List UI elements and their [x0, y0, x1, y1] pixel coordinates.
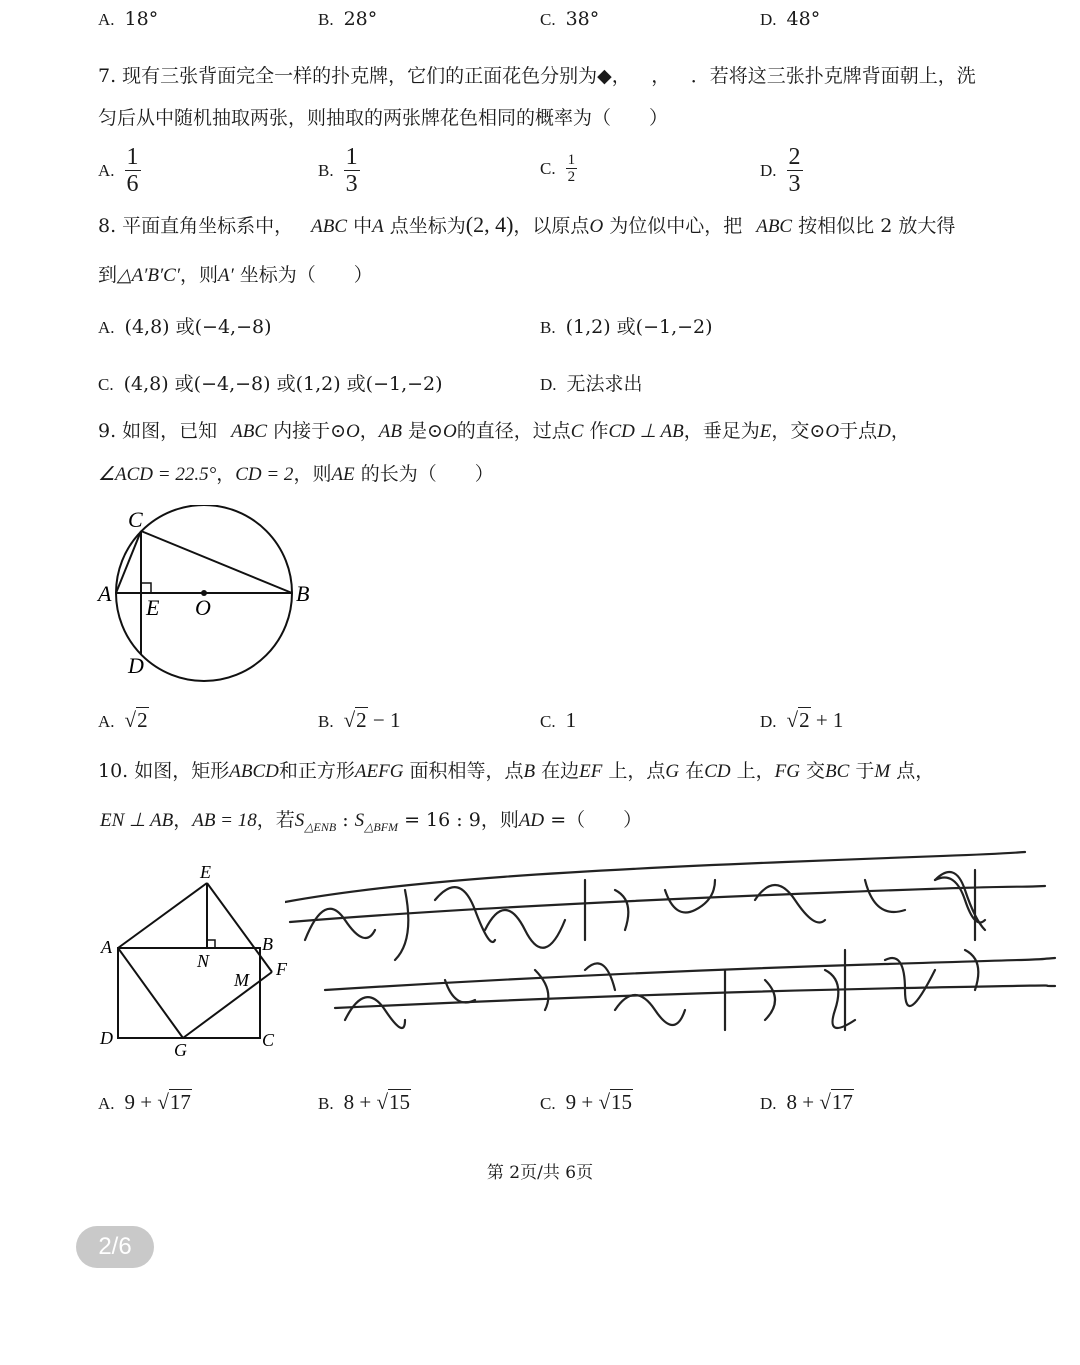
- q7-option-b: B. $\frac{1}{3}$: [318, 144, 358, 197]
- q9-circle-figure: [90, 505, 330, 685]
- label-d: D: [128, 653, 144, 678]
- q8-option-c: C. (4,8) 或(−4,−8) 或(1,2) 或(−1,−2): [98, 373, 443, 395]
- q6-option-a: A. 18°: [98, 8, 159, 30]
- q9-line-1: 9. 如图，已知 ABC 内接于⊙O，AB 是⊙O的直径，过点C 作CD ⊥ AB，垂足为E，交⊙O于点D，: [98, 420, 910, 442]
- label-f: F: [276, 959, 287, 979]
- q9-option-b: B. √2 − 1: [318, 708, 401, 732]
- label-d: D: [100, 1028, 113, 1048]
- label-e: E: [146, 595, 160, 620]
- label-a: A: [98, 581, 112, 606]
- q10-line-1: 10. 如图，矩形ABCD和正方形AEFG 面积相等，点B 在边EF 上，点G 在CD 上，FG 交BC 于M 点，: [98, 760, 935, 782]
- q10-line-2: EN ⊥ AB，AB = 18，若$S_{\triangle ENB}$ : $S_{\triangle BFM} = 16$ : 9，则AD =（ ）: [100, 809, 643, 834]
- label-b: B: [296, 581, 310, 606]
- label-m: M: [234, 970, 249, 990]
- q8-option-d: D. 无法求出: [540, 373, 643, 395]
- q10-rectangle-figure: [96, 858, 296, 1058]
- q10-option-c: C. 9 + √15: [540, 1090, 632, 1114]
- q9-option-a: A. √2: [98, 708, 148, 732]
- q10-option-a: A. 9 + √17: [98, 1090, 191, 1114]
- q8-option-b: B. (1,2) 或(−1,−2): [540, 316, 713, 338]
- q8-line-1: 8. 平面直角坐标系中， ABC 中A 点坐标为(2, 4)，以原点O 为位似中心，把 ABC 按相似比 2 放大得: [98, 212, 956, 237]
- label-a: A: [101, 937, 112, 957]
- q7-option-d: D. $\frac{2}{3}$: [760, 144, 801, 197]
- q7-line-1: 7. 现有三张背面完全一样的扑克牌，它们的正面花色分别为◆， ， ．若将这三张扑克牌背面朝上，洗: [98, 65, 976, 87]
- label-b: B: [262, 934, 273, 954]
- q9-option-d: D. √2 + 1: [760, 708, 844, 732]
- q10-option-d: D. 8 + √17: [760, 1090, 853, 1114]
- page-footer: 第 2页/共 6页: [486, 1163, 594, 1183]
- handwritten-scribble: [285, 840, 1065, 1040]
- label-e: E: [200, 862, 211, 882]
- label-c: C: [128, 507, 143, 532]
- q7-option-a: A. $\frac{1}{6}$: [98, 144, 139, 197]
- q6-option-c: C. 38°: [540, 8, 600, 30]
- q6-option-d: D. 48°: [760, 8, 821, 30]
- q6-option-b: B. 28°: [318, 8, 378, 30]
- q7-option-c: C. $\frac{1}{2}$: [540, 152, 576, 185]
- label-g: G: [174, 1040, 187, 1058]
- q10-option-b: B. 8 + √15: [318, 1090, 410, 1114]
- label-n: N: [197, 951, 210, 971]
- page-indicator: 2/6: [76, 1226, 154, 1268]
- q9-option-c: C. 1: [540, 708, 577, 732]
- q7-line-2: 匀后从中随机抽取两张，则抽取的两张牌花色相同的概率为（ ）: [98, 107, 669, 129]
- q9-line-2: ∠ACD = 22.5°，CD = 2，则AE 的长为（ ）: [98, 463, 494, 485]
- q8-option-a: A. (4,8) 或(−4,−8): [98, 316, 272, 338]
- label-c: C: [262, 1030, 275, 1050]
- q8-line-2: 到△A′B′C′，则A′ 坐标为（ ）: [98, 264, 373, 286]
- label-o: O: [195, 595, 211, 620]
